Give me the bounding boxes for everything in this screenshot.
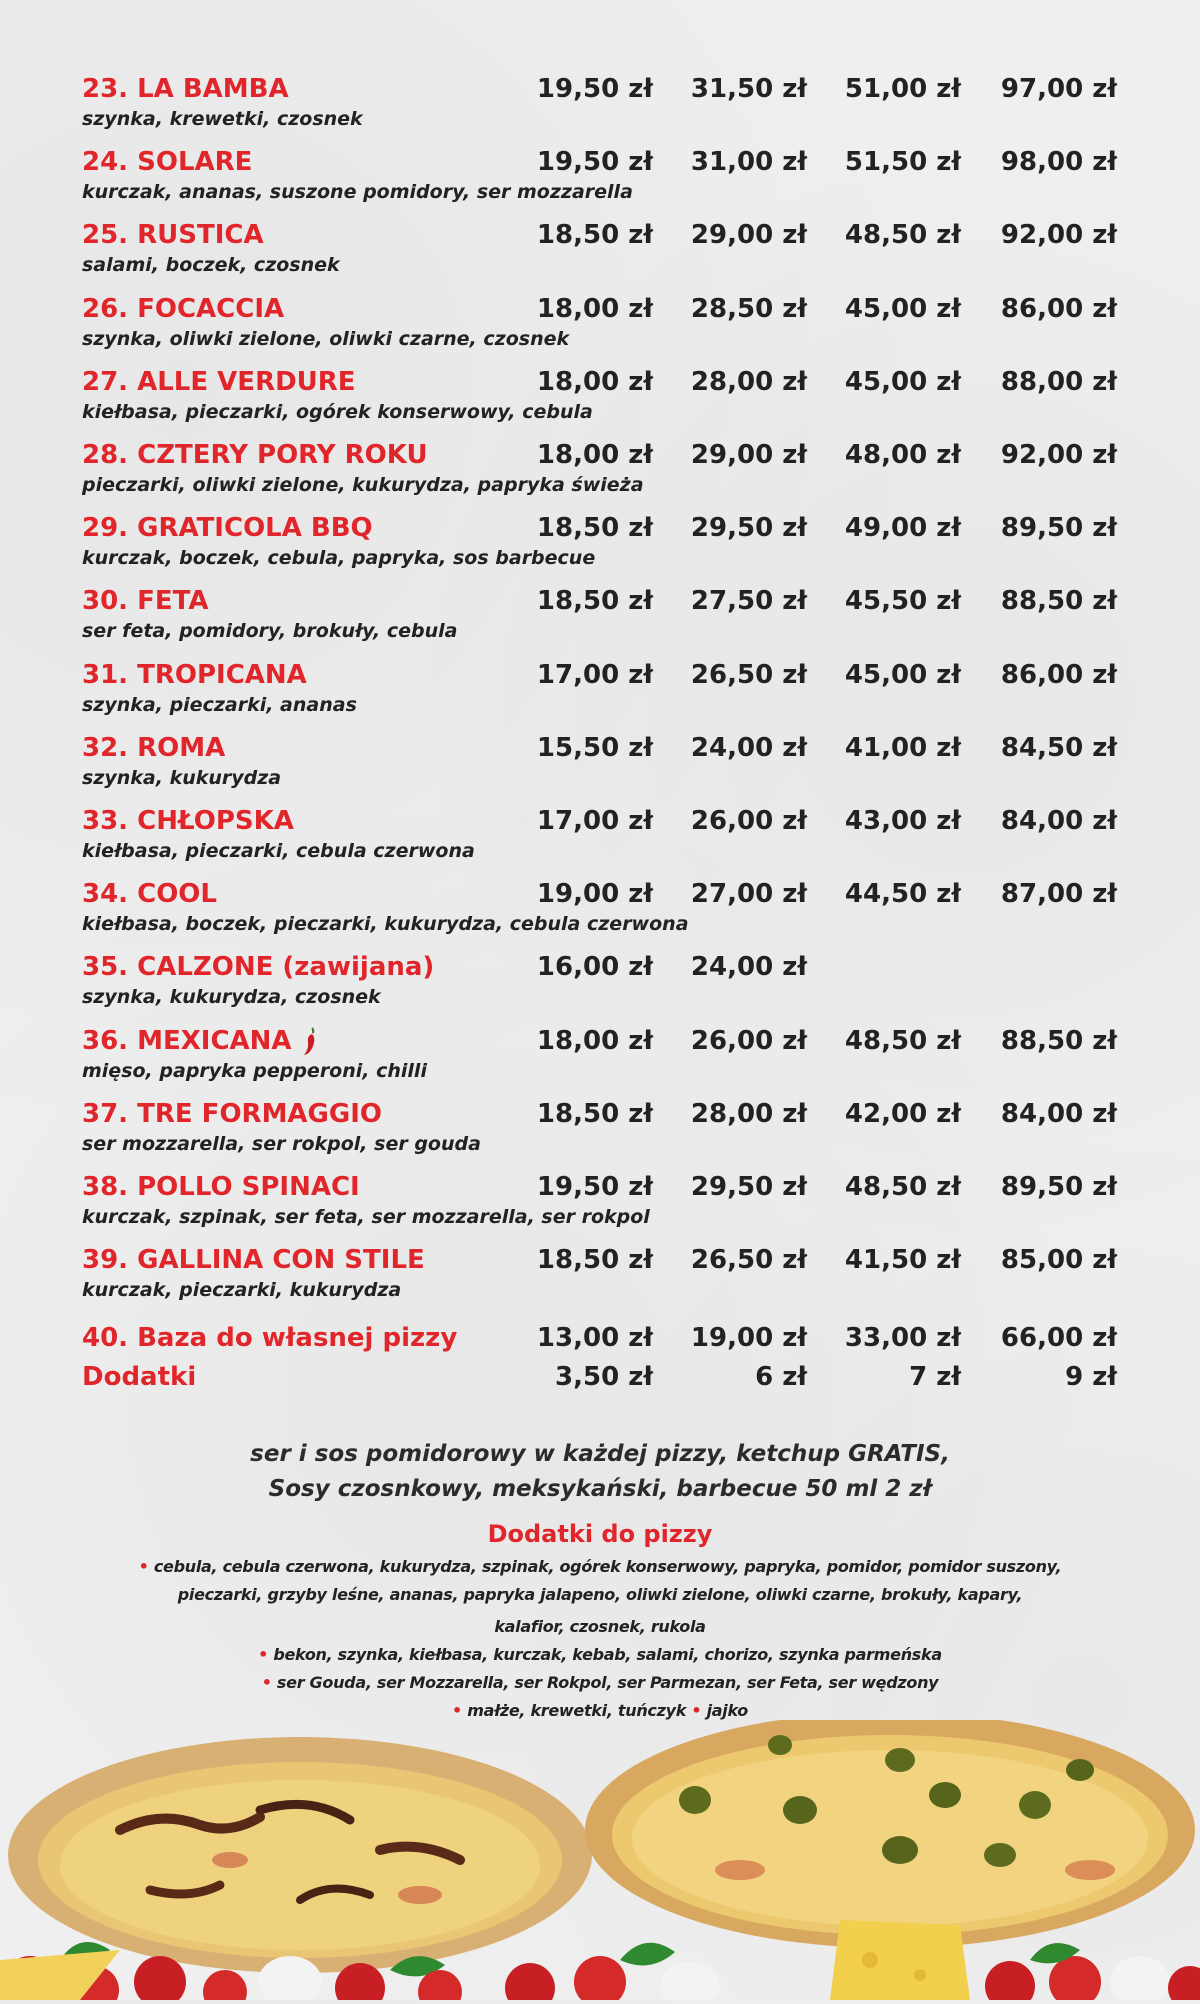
price-size-3: 45,00 zł <box>844 366 961 397</box>
item-ingredients: kurczak, boczek, cebula, papryka, sos barbecue <box>82 547 596 570</box>
sauces-note: Sosy czosnkowy, meksykański, barbecue 50 ml 2 zł <box>268 1476 932 1502</box>
price-size-3: 45,00 zł <box>844 293 961 324</box>
extras-meats-line <box>0 1645 1200 1664</box>
price-size-4: 92,00 zł <box>1000 220 1117 251</box>
item-ingredients: kiełbasa, pieczarki, ogórek konserwowy, cebula <box>82 400 593 423</box>
price-size-1: 17,00 zł <box>536 806 653 836</box>
price-size-2: 29,50 zł <box>690 513 807 544</box>
extras-title: Dodatki do pizzy <box>487 1520 713 1548</box>
pizza-left-image <box>8 1737 592 1973</box>
price-size-1: 15,50 zł <box>536 732 653 763</box>
extras-cheeses-line <box>0 1673 1200 1692</box>
price-size-2: 26,50 zł <box>690 1245 807 1276</box>
item-ingredients: kurczak, ananas, suszone pomidory, ser mozzarella <box>82 181 633 204</box>
price-size-3: 51,00 zł <box>844 74 961 104</box>
price-size-4: 88,00 zł <box>1000 366 1117 397</box>
price-size-3: 7 zł <box>909 1362 961 1392</box>
item-name: 29. GRATICOLA BBQ <box>82 513 373 544</box>
price-size-1: 18,50 zł <box>536 586 653 617</box>
price-size-2: 28,50 zł <box>690 293 807 324</box>
item-ingredients: szynka, pieczarki, ananas <box>82 693 357 716</box>
price-size-2: 29,00 zł <box>690 220 807 251</box>
price-size-3: 45,00 zł <box>844 659 961 690</box>
item-name: 27. ALLE VERDURE <box>82 366 356 397</box>
extras-vegetables-line-1 <box>0 1557 1200 1576</box>
price-size-2: 28,00 zł <box>690 1098 807 1129</box>
bullet: • <box>138 1557 149 1576</box>
price-size-4: 85,00 zł <box>1000 1245 1117 1276</box>
price-size-4: 88,50 zł <box>1000 586 1117 617</box>
item-name: 23. LA BAMBA <box>82 74 289 104</box>
item-ingredients: mięso, papryka pepperoni, chilli <box>82 1059 427 1082</box>
extras-vegetables-line-2: pieczarki, grzyby leśne, ananas, papryka jalapeno, oliwki zielone, oliwki czarne, brokuły, kapary, <box>177 1585 1023 1604</box>
price-size-3: 41,50 zł <box>844 1245 961 1276</box>
item-ingredients: kiełbasa, boczek, pieczarki, kukurydza, cebula czerwona <box>82 913 689 936</box>
price-size-2: 6 zł <box>755 1362 807 1392</box>
item-ingredients: kurczak, pieczarki, kukurydza <box>82 1279 402 1302</box>
price-size-3: 41,00 zł <box>844 732 961 763</box>
included-note: ser i sos pomidorowy w każdej pizzy, ketchup GRATIS, <box>250 1441 950 1467</box>
price-size-4: 86,00 zł <box>1000 659 1117 690</box>
pizza-right-image <box>585 1720 1195 1948</box>
extras-meats-text: bekon, szynka, kiełbasa, kurczak, kebab, salami, chorizo, szynka parmeńska <box>273 1645 942 1664</box>
price-size-4: 84,00 zł <box>1000 806 1117 836</box>
price-size-1: 18,00 zł <box>536 1025 653 1056</box>
item-name: 37. TRE FORMAGGIO <box>82 1098 383 1129</box>
item-ingredients: szynka, kukurydza <box>82 766 282 789</box>
price-size-1: 3,50 zł <box>555 1362 653 1392</box>
item-name: 38. POLLO SPINACI <box>82 1172 360 1202</box>
bullet: • <box>261 1673 272 1692</box>
item-name: 25. RUSTICA <box>82 220 264 251</box>
price-size-3: 48,00 zł <box>844 440 961 470</box>
price-size-3: 33,00 zł <box>844 1323 961 1353</box>
price-size-1: 18,00 zł <box>536 440 653 470</box>
price-size-3: 48,50 zł <box>844 220 961 251</box>
extras-seafood-line <box>0 1701 1200 1720</box>
price-size-3: 44,50 zł <box>844 879 961 910</box>
bullet: • <box>452 1701 462 1720</box>
item-name: 34. COOL <box>82 879 217 910</box>
price-size-3: 42,00 zł <box>844 1098 961 1129</box>
pizza-photo-footer <box>0 1720 1200 2000</box>
price-size-1: 18,50 zł <box>536 1098 653 1129</box>
price-size-1: 18,50 zł <box>536 513 653 544</box>
price-size-4: 89,50 zł <box>1000 513 1117 544</box>
extras-cheeses-text: ser Gouda, ser Mozzarella, ser Rokpol, ser Parmezan, ser Feta, ser wędzony <box>276 1673 939 1692</box>
extras-vegetables-line-3: kalafior, czosnek, rukola <box>494 1617 706 1636</box>
item-ingredients: ser mozzarella, ser rokpol, ser gouda <box>82 1132 481 1155</box>
price-size-2: 31,50 zł <box>690 74 807 104</box>
price-size-4: 9 zł <box>1065 1362 1117 1392</box>
item-name: 40. Baza do własnej pizzy <box>82 1323 458 1353</box>
item-name: 28. CZTERY PORY ROKU <box>82 440 428 470</box>
item-ingredients: kurczak, szpinak, ser feta, ser mozzarella, ser rokpol <box>82 1206 650 1228</box>
item-name: 31. TROPICANA <box>82 659 307 690</box>
price-size-4: 86,00 zł <box>1000 293 1117 324</box>
item-ingredients: szynka, krewetki, czosnek <box>82 108 363 130</box>
price-size-2: 29,50 zł <box>690 1172 807 1202</box>
price-size-2: 27,50 zł <box>690 586 807 617</box>
bullet: • <box>691 1701 702 1720</box>
price-size-4: 97,00 zł <box>1000 74 1117 104</box>
price-size-4: 66,00 zł <box>1000 1323 1117 1353</box>
extras-seafood-text: małże, krewetki, tuńczyk <box>467 1701 687 1720</box>
price-size-1: 19,50 zł <box>536 74 653 104</box>
price-size-2: 26,00 zł <box>690 1025 807 1056</box>
price-size-3: 49,00 zł <box>844 513 961 544</box>
item-name: 39. GALLINA CON STILE <box>82 1245 425 1276</box>
item-name: 24. SOLARE <box>82 147 253 178</box>
item-ingredients: salami, boczek, czosnek <box>82 254 340 277</box>
item-name: 36. MEXICANA <box>82 1026 318 1057</box>
price-size-4: 87,00 zł <box>1000 879 1117 910</box>
price-size-3: 43,00 zł <box>844 806 961 836</box>
item-name: 33. CHŁOPSKA <box>82 806 294 836</box>
price-size-1: 16,00 zł <box>536 952 653 983</box>
item-ingredients: pieczarki, oliwki zielone, kukurydza, papryka świeża <box>82 474 644 496</box>
price-size-2: 29,00 zł <box>690 440 807 470</box>
price-size-1: 19,50 zł <box>536 1172 653 1202</box>
item-name: 26. FOCACCIA <box>82 293 285 324</box>
price-size-2: 28,00 zł <box>690 366 807 397</box>
price-size-1: 19,50 zł <box>536 147 653 178</box>
item-ingredients: ser feta, pomidory, brokuły, cebula <box>82 620 458 643</box>
price-size-3: 51,50 zł <box>844 147 961 178</box>
pizza-illustration <box>0 1720 1200 2000</box>
price-size-1: 19,00 zł <box>536 879 653 910</box>
price-size-1: 18,50 zł <box>536 220 653 251</box>
item-ingredients: szynka, oliwki zielone, oliwki czarne, czosnek <box>82 327 570 350</box>
item-name: Dodatki <box>82 1362 197 1392</box>
item-ingredients: kiełbasa, pieczarki, cebula czerwona <box>82 840 475 862</box>
extras-vegetables-text: cebula, cebula czerwona, kukurydza, szpinak, ogórek konserwowy, papryka, pomidor, pomidor suszony, <box>153 1557 1062 1576</box>
price-size-4: 84,00 zł <box>1000 1098 1117 1129</box>
price-size-4: 84,50 zł <box>1000 732 1117 763</box>
price-size-1: 18,00 zł <box>536 366 653 397</box>
item-name: 30. FETA <box>82 586 209 617</box>
item-ingredients: szynka, kukurydza, czosnek <box>82 986 381 1009</box>
price-size-4: 92,00 zł <box>1000 440 1117 470</box>
extras-egg-text: jajko <box>706 1701 748 1720</box>
item-name: 32. ROMA <box>82 732 226 763</box>
price-size-2: 24,00 zł <box>690 952 807 983</box>
price-size-2: 27,00 zł <box>690 879 807 910</box>
price-size-1: 18,00 zł <box>536 293 653 324</box>
price-size-2: 24,00 zł <box>690 732 807 763</box>
bullet: • <box>258 1645 269 1664</box>
price-size-2: 19,00 zł <box>690 1323 807 1353</box>
price-size-1: 13,00 zł <box>536 1323 653 1353</box>
price-size-2: 26,00 zł <box>690 806 807 836</box>
price-size-2: 26,50 zł <box>690 659 807 690</box>
price-size-3: 48,50 zł <box>844 1172 961 1202</box>
price-size-3: 45,50 zł <box>844 586 961 617</box>
price-size-2: 31,00 zł <box>690 147 807 178</box>
price-size-1: 18,50 zł <box>536 1245 653 1276</box>
price-size-4: 88,50 zł <box>1000 1025 1117 1056</box>
price-size-1: 17,00 zł <box>536 659 653 690</box>
price-size-4: 98,00 zł <box>1000 147 1117 178</box>
price-size-4: 89,50 zł <box>1000 1172 1117 1202</box>
item-name: 35. CALZONE (zawijana) <box>82 952 435 983</box>
price-size-3: 48,50 zł <box>844 1025 961 1056</box>
chili-pepper-icon <box>302 1026 318 1056</box>
